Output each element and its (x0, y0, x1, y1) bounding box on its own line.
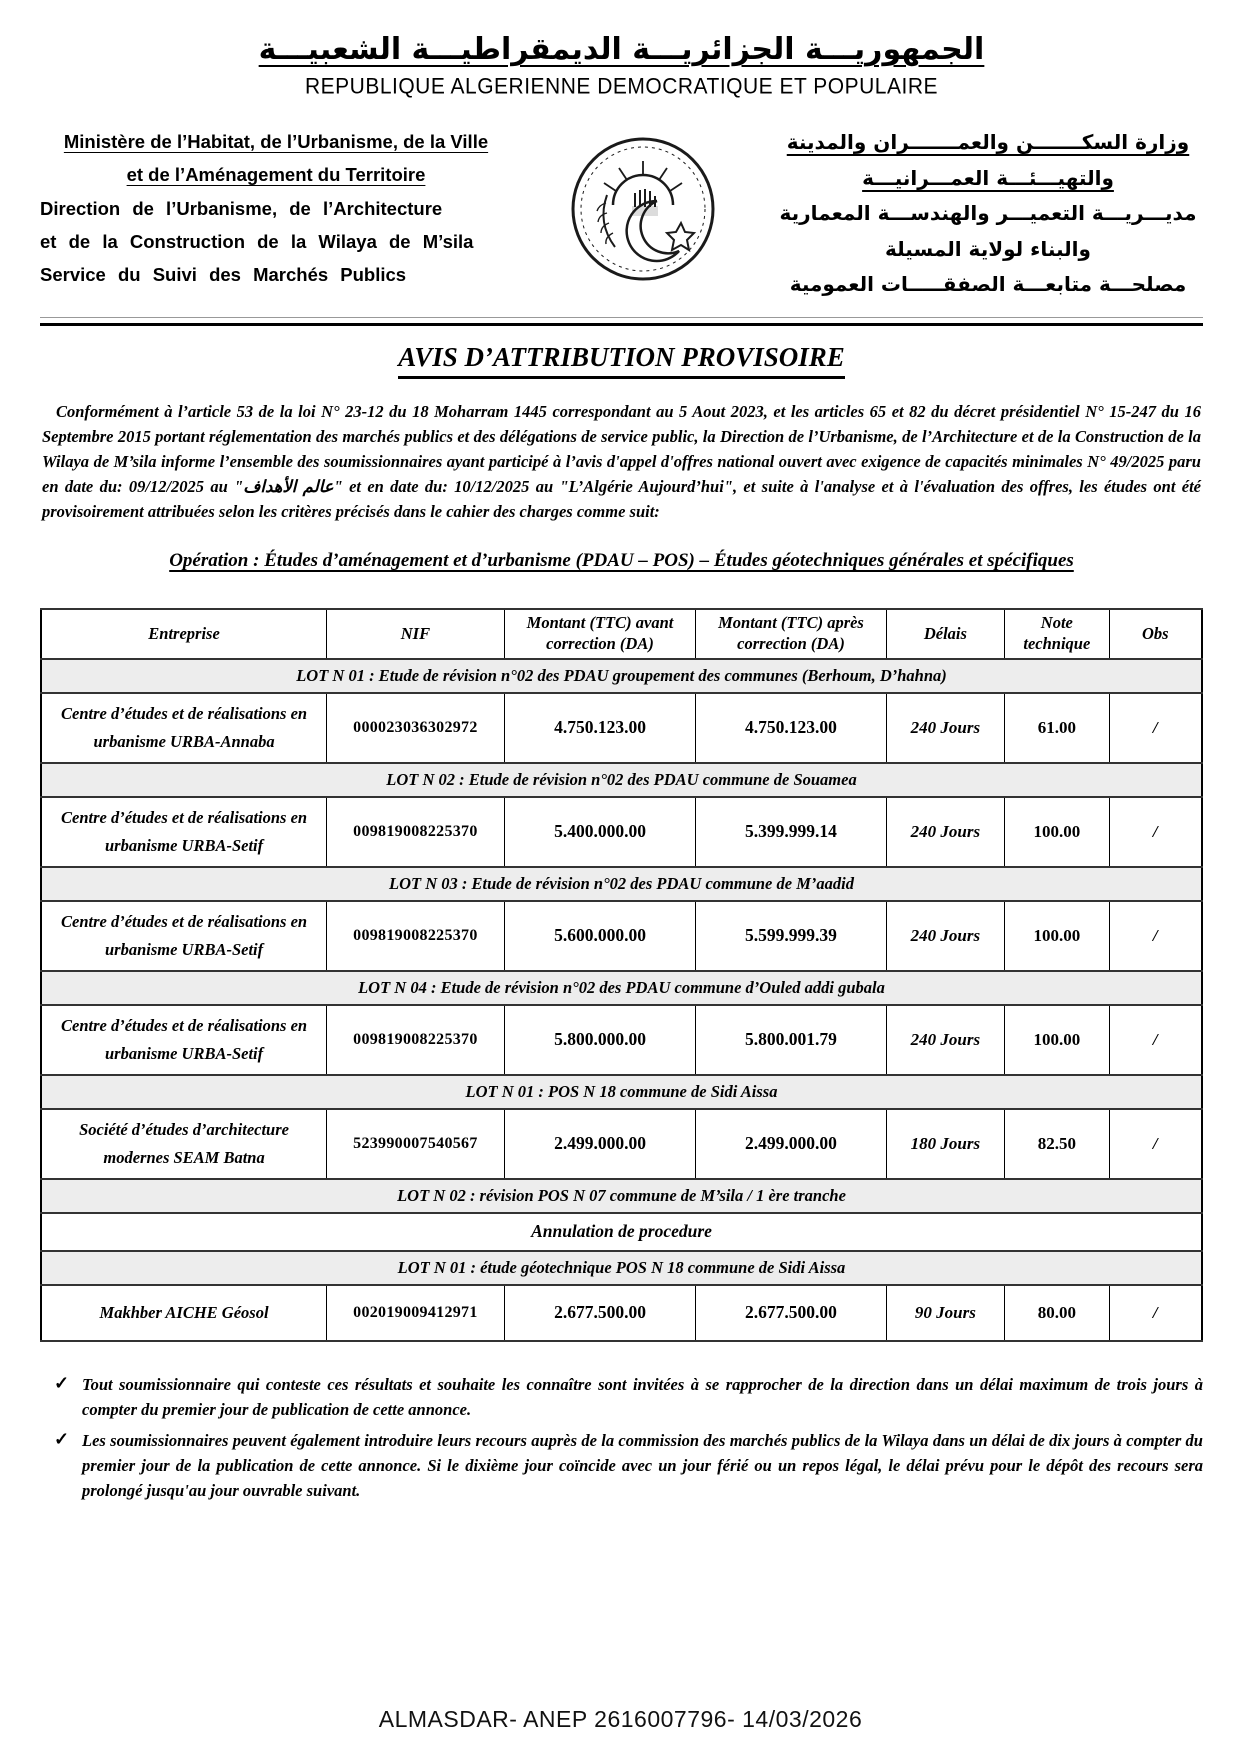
table-cell-delais: 180 Jours (886, 1109, 1004, 1179)
info-row (41, 1213, 1202, 1251)
table-cell-nif: 009819008225370 (327, 1005, 505, 1075)
letterhead (40, 125, 1203, 303)
table-cell-amount: 5.400.000.00 (504, 797, 696, 867)
table-cell-nif: 002019009412971 (327, 1285, 505, 1341)
ministry-line: et de l’Aménagement du Territoire (126, 164, 426, 186)
table-cell-entreprise: Makhber AICHE Géosol (41, 1285, 327, 1341)
direction-line: et de la Construction de la Wilaya de M’sila (40, 230, 474, 252)
table-cell-entreprise: Centre d’études et de réalisations en urbanisme URBA-Setif (41, 901, 327, 971)
lot-title: LOT N 02 : Etude de révision n°02 des PDAU commune de Souamea (41, 763, 1202, 797)
table-cell-obs: / (1109, 1109, 1202, 1179)
ministry-line-arabic: والتهيـــئـــة العمـــرانيـــة (862, 165, 1114, 190)
column-header: NIF (327, 609, 505, 659)
table-cell-note: 80.00 (1005, 1285, 1109, 1341)
table-cell-obs: / (1109, 1005, 1202, 1075)
check-icon: ✓ (54, 1428, 70, 1449)
ministry-block-french (40, 125, 512, 291)
note-item (54, 1372, 1203, 1422)
operation-heading: Opération : Études d’aménagement et d’urbanisme (PDAU – POS) – Études géotechniques générales et spécifiques (169, 549, 1074, 571)
award-table-header (41, 609, 1202, 659)
direction-line-arabic: والبناء لولاية المسيلة (885, 236, 1091, 261)
lot-header-row (41, 1075, 1202, 1109)
table-cell-obs: / (1109, 901, 1202, 971)
lot-title: LOT N 03 : Etude de révision n°02 des PDAU commune de M’aadid (41, 867, 1202, 901)
table-cell-delais: 240 Jours (886, 1005, 1004, 1075)
table-cell-amount: 2.677.500.00 (504, 1285, 696, 1341)
table-row (41, 1285, 1202, 1341)
table-cell-amount: 5.399.999.14 (696, 797, 886, 867)
column-header: Note technique (1005, 609, 1109, 659)
direction-line-arabic: مديـــريـــة التعميـــر والهندســـة المعمارية (779, 201, 1197, 226)
lot-header-row (41, 659, 1202, 693)
note-text: Les soumissionnaires peuvent également introduire leurs recours auprès de la commission des marchés publics de la Wilaya dans un délai de dix jours à compter du premier jour de la publication de cette annonce. Si le dixième jour coïncide avec un jour férié ou un repos légal, le délai prévu pour le dépôt des recours sera prolongé jusqu'au jour ouvrable suivant. (82, 1430, 1203, 1500)
table-cell-delais: 90 Jours (886, 1285, 1004, 1341)
table-cell-nif: 523990007540567 (327, 1109, 505, 1179)
table-cell-amount: 5.599.999.39 (696, 901, 886, 971)
column-header: Obs (1109, 609, 1202, 659)
table-cell-entreprise: Société d’études d’architecture modernes SEAM Batna (41, 1109, 327, 1179)
publication-footer: ALMASDAR- ANEP 2616007796- 14/03/2026 (378, 1706, 863, 1732)
table-cell-amount: 2.499.000.00 (696, 1109, 886, 1179)
header-divider (40, 317, 1203, 326)
table-cell-obs: / (1109, 1285, 1202, 1341)
table-row (41, 1109, 1202, 1179)
table-cell-entreprise: Centre d’études et de réalisations en urbanisme URBA-Annaba (41, 693, 327, 763)
column-header: Entreprise (41, 609, 327, 659)
table-cell-note: 100.00 (1005, 1005, 1109, 1075)
table-cell-amount: 5.800.001.79 (696, 1005, 886, 1075)
ministry-line: Ministère de l’Habitat, de l’Urbanisme, de la Ville (63, 131, 489, 152)
column-header: Montant (TTC) avant correction (DA) (504, 609, 696, 659)
table-cell-note: 82.50 (1005, 1109, 1109, 1179)
table-cell-note: 100.00 (1005, 901, 1109, 971)
table-cell-amount: 2.677.500.00 (696, 1285, 886, 1341)
lot-header-row (41, 867, 1202, 901)
lot-title: LOT N 01 : POS N 18 commune de Sidi Aissa (41, 1075, 1202, 1109)
notes-section (40, 1372, 1203, 1503)
republic-title-arabic: الجمهوريـــة الجزائريـــة الديمقراطيـــة الشعبيـــة (258, 32, 985, 67)
table-cell-delais: 240 Jours (886, 901, 1004, 971)
check-icon: ✓ (54, 1372, 70, 1393)
intro-paragraph: Conformément à l’article 53 de la loi N° 23-12 du 18 Moharram 1445 correspondant au 5 Aout 2023, et les articles 65 et 82 du décret présidentiel N° 15-247 du 16 Septembre 2015 portant réglementation des marchés publics et des délégations de service public, la Direction de l’Urbanisme, de l’Architecture et de la Construction de la Wilaya de M’sila informe l’ensemble des soumissionnaires ayant participé à l’avis d'appel d'offres national ouvert avec exigence de capacités minimales N° 49/2025 paru en date du: 09/12/2025 au "عالم الأهداف" et en date du: 10/12/2025 au "L’Algérie Aujourd’hui", et suite à l'analyse et à l'évaluation des offres, les études ont été provisoirement attribuées selon les critères précisés dans le cahier des charges comme suit: (42, 401, 1201, 521)
note-item (54, 1428, 1203, 1503)
column-header: Délais (886, 609, 1004, 659)
service-line-arabic: مصلحـــة متابعـــة الصفقـــــات العمومية (789, 272, 1187, 297)
note-text: Tout soumissionnaire qui conteste ces résultats et souhaite les connaître sont invitées à se rapprocher de la direction dans un délai maximum de trois jours à compter du premier jour de publication de cette annonce. (82, 1374, 1203, 1419)
table-row (41, 1005, 1202, 1075)
lot-title: LOT N 04 : Etude de révision n°02 des PDAU commune d’Ouled addi gubala (41, 971, 1202, 1005)
table-cell-entreprise: Centre d’études et de réalisations en urbanisme URBA-Setif (41, 1005, 327, 1075)
ministry-line-arabic: وزارة السكـــــــن والعمـــــــران والمدينة (786, 130, 1190, 154)
table-cell-amount: 5.600.000.00 (504, 901, 696, 971)
table-cell-delais: 240 Jours (886, 693, 1004, 763)
republic-title-french: REPUBLIQUE ALGERIENNE DEMOCRATIQUE ET POPULAIRE (304, 74, 939, 99)
table-cell-amount: 2.499.000.00 (504, 1109, 696, 1179)
column-header: Montant (TTC) après correction (DA) (696, 609, 886, 659)
document-title: AVIS D’ATTRIBUTION PROVISOIRE (40, 342, 1203, 379)
lot-header-row (41, 971, 1202, 1005)
service-line: Service du Suivi des Marchés Publics (40, 264, 407, 286)
award-table (40, 608, 1203, 1342)
table-cell-obs: / (1109, 797, 1202, 867)
table-cell-obs: / (1109, 693, 1202, 763)
ministry-block-arabic (773, 125, 1203, 303)
procedure-status: Annulation de procedure (41, 1213, 1202, 1251)
lot-header-row (41, 1179, 1202, 1213)
table-cell-note: 61.00 (1005, 693, 1109, 763)
lot-title: LOT N 02 : révision POS N 07 commune de M’sila / 1 ère tranche (41, 1179, 1202, 1213)
direction-line: Direction de l’Urbanisme, de l’Architecture (40, 197, 443, 219)
lot-header-row (41, 1251, 1202, 1285)
lot-title: LOT N 01 : Etude de révision n°02 des PDAU groupement des communes (Berhoum, D’hahna) (41, 659, 1202, 693)
table-cell-nif: 009819008225370 (327, 901, 505, 971)
table-cell-amount: 4.750.123.00 (504, 693, 696, 763)
table-row (41, 797, 1202, 867)
table-cell-entreprise: Centre d’études et de réalisations en urbanisme URBA-Setif (41, 797, 327, 867)
lot-title: LOT N 01 : étude géotechnique POS N 18 commune de Sidi Aissa (41, 1251, 1202, 1285)
table-cell-nif: 009819008225370 (327, 797, 505, 867)
table-cell-delais: 240 Jours (886, 797, 1004, 867)
table-cell-nif: 000023036302972 (327, 693, 505, 763)
table-row (41, 693, 1202, 763)
lot-header-row (41, 763, 1202, 797)
table-cell-amount: 5.800.000.00 (504, 1005, 696, 1075)
table-cell-amount: 4.750.123.00 (696, 693, 886, 763)
table-cell-note: 100.00 (1005, 797, 1109, 867)
table-row (41, 901, 1202, 971)
algeria-state-emblem-icon (563, 125, 723, 283)
